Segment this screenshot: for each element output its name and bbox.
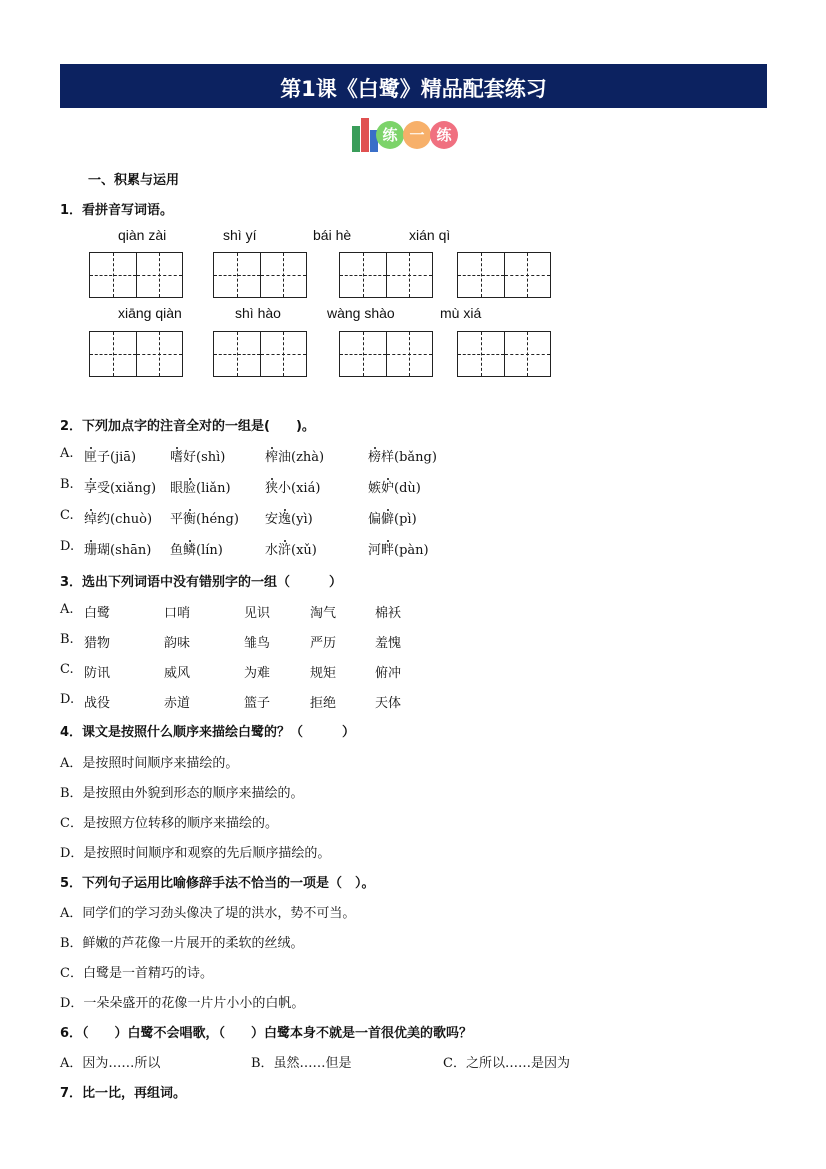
word-pre: 嫉 — [368, 481, 382, 496]
option: A．因为……所以 — [60, 1056, 161, 1071]
option-word: 天体 — [375, 696, 402, 711]
option-label: D. — [60, 692, 75, 707]
word-pre: 安 — [265, 512, 279, 527]
option-word: 篮子 — [244, 696, 271, 711]
option-word — [265, 508, 313, 527]
option-word: 赤道 — [164, 696, 191, 711]
option: D．一朵朵盛开的花像一片片小小的白帆。 — [60, 996, 305, 1011]
dotted-char: 绰 — [84, 512, 98, 527]
option-word: 白鹭 — [84, 606, 111, 621]
option-word — [265, 446, 324, 465]
dotted-char: 衡 — [183, 512, 197, 527]
dotted-char: 狭 — [265, 481, 279, 496]
word-pre: 鱼 — [170, 543, 184, 558]
pinyin: xián qì — [409, 227, 451, 243]
option-label: B. — [60, 632, 74, 647]
option-label: A. — [60, 446, 74, 461]
word-pre: 眼 — [170, 481, 184, 496]
option-word — [170, 446, 225, 465]
word-post: 子(jiā) — [97, 450, 137, 465]
word-post: 瑚(shān) — [97, 543, 152, 558]
option: A．同学们的学习劲头像决了堤的洪水，势不可当。 — [60, 906, 356, 921]
word-post: 约(chuò) — [97, 512, 153, 527]
option-word: 战役 — [84, 696, 111, 711]
option: C．之所以……是因为 — [443, 1056, 570, 1071]
word-pre: 水 — [265, 543, 279, 558]
word-post: (héng) — [196, 512, 239, 527]
writing-grid[interactable] — [89, 331, 183, 377]
dotted-char: 嗜 — [170, 450, 184, 465]
option-word — [84, 508, 152, 527]
option-label: A. — [60, 602, 74, 617]
dotted-char: 脸 — [183, 481, 197, 496]
option-word — [170, 477, 231, 496]
pinyin: xiāng qiàn — [118, 305, 182, 321]
option: B．鲜嫩的芦花像一片展开的柔软的丝绒。 — [60, 936, 304, 951]
option: A．是按照时间顺序来描绘的。 — [60, 756, 239, 771]
word-post: (liǎn) — [196, 481, 231, 496]
option-word — [84, 539, 151, 558]
writing-grid[interactable] — [339, 252, 433, 298]
dotted-char: 匣 — [84, 450, 98, 465]
writing-grid[interactable] — [457, 252, 551, 298]
option-word: 雏鸟 — [244, 636, 271, 651]
option-label: C. — [60, 508, 74, 523]
dotted-char: 僻 — [381, 512, 395, 527]
question-1: 1．看拼音写词语。 — [60, 203, 174, 218]
question-3: 3．选出下列词语中没有错别字的一组（ ） — [60, 575, 343, 590]
pencil-houses-icon — [352, 118, 379, 152]
dotted-char: 逸 — [278, 512, 292, 527]
dotted-char: 鳞 — [183, 543, 197, 558]
word-post: (yì) — [291, 512, 313, 527]
option: B．虽然……但是 — [251, 1056, 352, 1071]
badge-char: 一 — [403, 121, 431, 149]
option-label: B. — [60, 477, 74, 492]
option-word — [265, 539, 317, 558]
word-post: (dù) — [394, 481, 421, 496]
question-2: 2．下列加点字的注音全对的一组是( )。 — [60, 419, 315, 434]
option-word: 猎物 — [84, 636, 111, 651]
pinyin: qiàn zài — [118, 227, 167, 243]
option: B．是按照由外貌到形态的顺序来描绘的。 — [60, 786, 304, 801]
dotted-char: 榨 — [265, 450, 279, 465]
option-word: 拒绝 — [310, 696, 337, 711]
option-word — [170, 539, 223, 558]
option-word: 为难 — [244, 666, 271, 681]
section-heading: 一、积累与运用 — [88, 173, 180, 188]
option-label: D. — [60, 539, 75, 554]
word-post: 油(zhà) — [278, 450, 325, 465]
writing-grid[interactable] — [339, 331, 433, 377]
option-word — [368, 508, 417, 527]
word-pre: 偏 — [368, 512, 382, 527]
pinyin: mù xiá — [440, 305, 482, 321]
option-word — [170, 508, 239, 527]
pinyin: shì yí — [223, 227, 257, 243]
option-word — [368, 539, 429, 558]
option-label: C. — [60, 662, 74, 677]
writing-grid[interactable] — [213, 331, 307, 377]
writing-grid[interactable] — [457, 331, 551, 377]
writing-grid[interactable] — [213, 252, 307, 298]
option-word: 见识 — [244, 606, 271, 621]
option-word — [368, 446, 437, 465]
question-4: 4．课文是按照什么顺序来描绘白鹭的？（ ） — [60, 725, 356, 740]
option-word: 规矩 — [310, 666, 337, 681]
word-post: (pì) — [394, 512, 417, 527]
option-word: 严历 — [310, 636, 337, 651]
option-word: 防讯 — [84, 666, 111, 681]
question-5: 5．下列句子运用比喻修辞手法不恰当的一项是（ ）。 — [60, 876, 375, 891]
option: D．是按照时间顺序和观察的先后顺序描绘的。 — [60, 846, 331, 861]
word-post: (lín) — [196, 543, 223, 558]
option-word: 威风 — [164, 666, 191, 681]
option-word: 羞愧 — [375, 636, 402, 651]
pinyin: bái hè — [313, 227, 352, 243]
pinyin: wàng shào — [327, 305, 395, 321]
option: C．白鹭是一首精巧的诗。 — [60, 966, 213, 981]
option: C．是按照方位转移的顺序来描绘的。 — [60, 816, 278, 831]
word-pre: 平 — [170, 512, 184, 527]
option-word: 俯冲 — [375, 666, 402, 681]
practice-badge — [352, 118, 458, 152]
word-post: 受(xiǎng) — [97, 481, 157, 496]
option-word — [368, 477, 421, 496]
dotted-char: 珊 — [84, 543, 98, 558]
option-word: 淘气 — [310, 606, 337, 621]
option-word: 棉袄 — [375, 606, 402, 621]
question-7: 7．比一比，再组词。 — [60, 1086, 187, 1101]
option-word: 口哨 — [164, 606, 191, 621]
dotted-char: 享 — [84, 481, 98, 496]
option-word — [265, 477, 320, 496]
option-word — [84, 477, 156, 496]
word-post: 好(shì) — [183, 450, 226, 465]
option-word — [84, 446, 136, 465]
word-post: 样(bǎng) — [381, 450, 437, 465]
badge-char: 练 — [430, 121, 458, 149]
option-word: 韵味 — [164, 636, 191, 651]
page-title: 第1课《白鹭》精品配套练习 — [60, 64, 767, 108]
pinyin: shì hào — [235, 305, 281, 321]
badge-char: 练 — [376, 121, 404, 149]
word-post: 小(xiá) — [278, 481, 321, 496]
dotted-char: 榜 — [368, 450, 382, 465]
dotted-char: 妒 — [381, 481, 395, 496]
writing-grid[interactable] — [89, 252, 183, 298]
word-post: (pàn) — [394, 543, 429, 558]
word-post: (xǔ) — [291, 543, 317, 558]
word-pre: 河 — [368, 543, 382, 558]
dotted-char: 浒 — [278, 543, 292, 558]
question-6: 6．（ ）白鹭不会唱歌，（ ）白鹭本身不就是一首很优美的歌吗？ — [60, 1026, 473, 1041]
dotted-char: 畔 — [381, 543, 395, 558]
